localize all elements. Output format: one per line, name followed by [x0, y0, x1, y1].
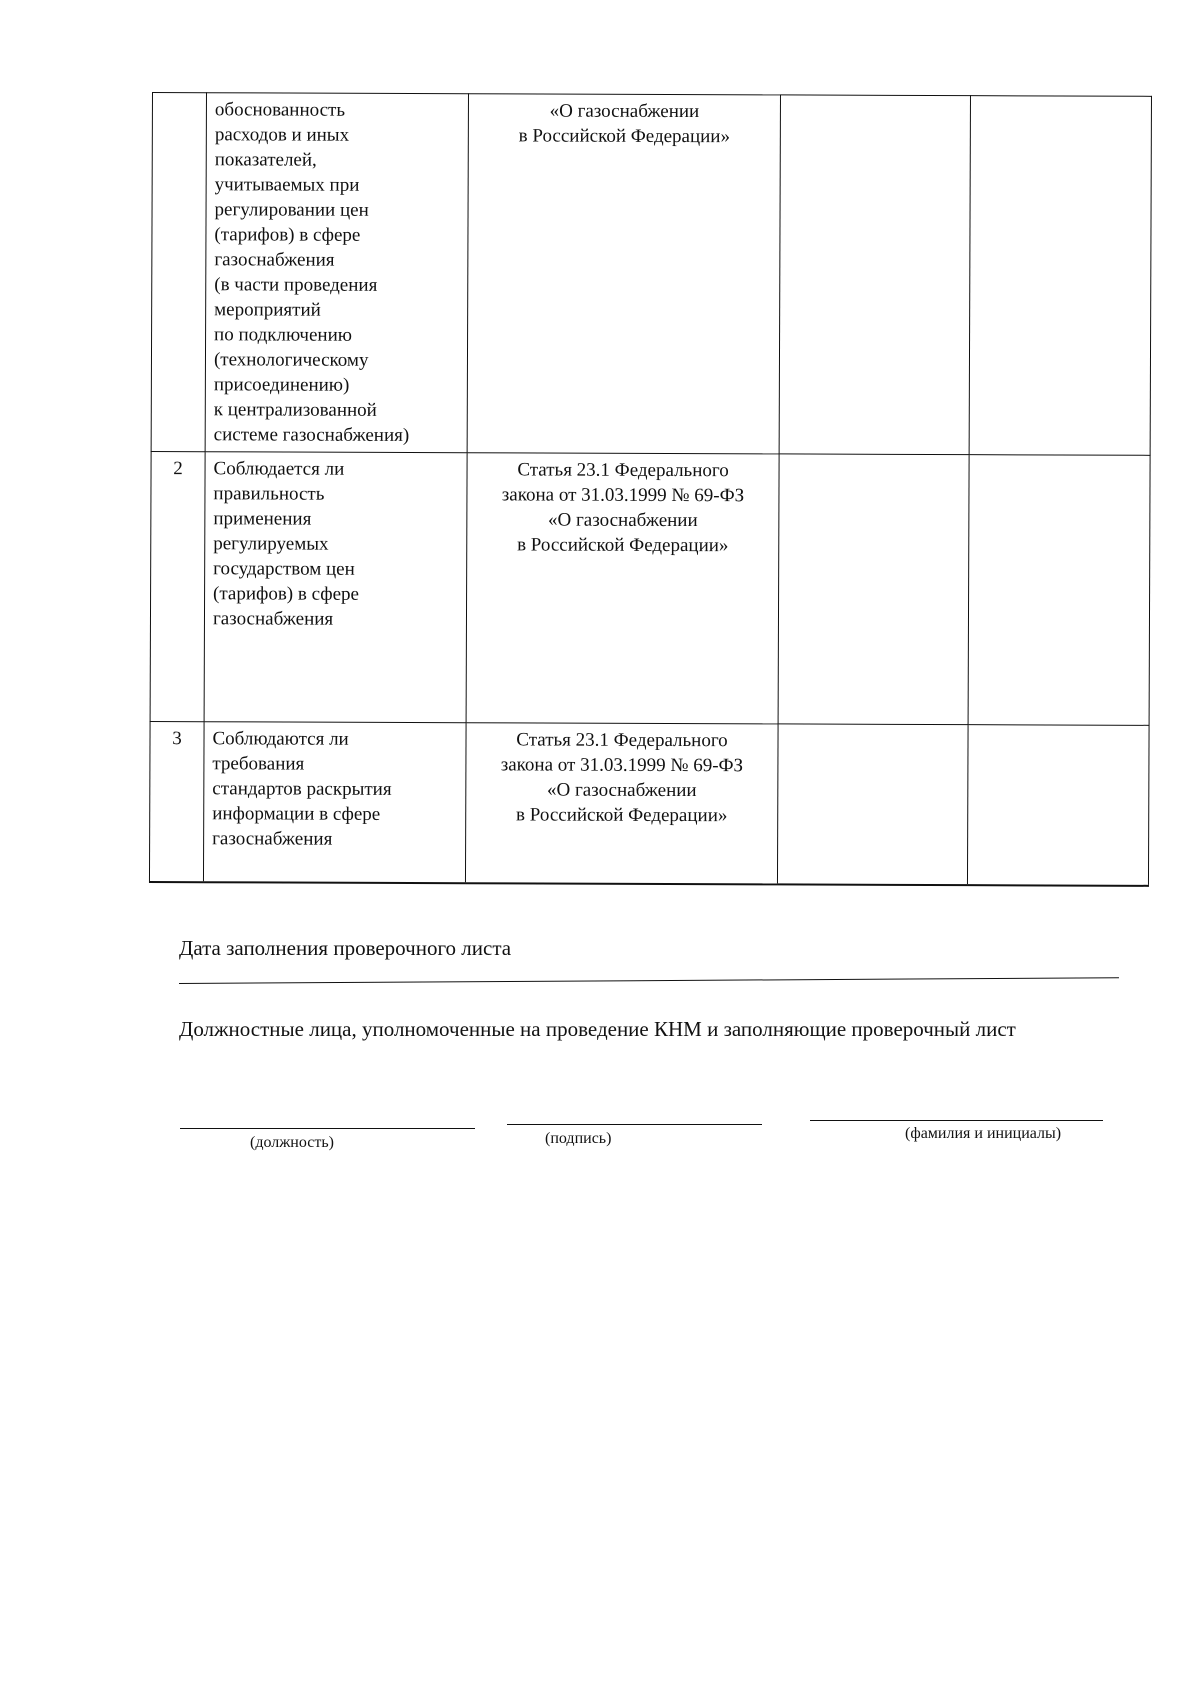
row-number-cell: [151, 93, 206, 452]
fill-date-label: Дата заполнения проверочного листа: [179, 936, 512, 960]
row-number-cell: 2: [150, 451, 205, 721]
position-line: [180, 1128, 475, 1129]
note-cell: [968, 455, 1150, 726]
name-line: [810, 1120, 1103, 1121]
officials-label: Должностные лица, уполномоченные на проведение КНМ и заполняющие проверочный лист: [179, 1017, 1016, 1041]
requirement-cell: обоснованность расходов и иных показателей, учитываемых при регулировании цен (тарифов) в сфере газоснабжения (в части проведения мероприятий по подключению (технологическому присоединению) к централизованной системе газоснабжения): [205, 93, 468, 453]
note-cell: [967, 725, 1149, 886]
signature-caption: (подпись): [545, 1130, 612, 1147]
requirement-cell: Соблюдаются ли требования стандартов раскрытия информации в сфере газоснабжения: [203, 722, 466, 883]
position-caption: (должность): [250, 1134, 334, 1151]
row-number-cell: 3: [149, 721, 204, 881]
table-row: [149, 721, 1149, 885]
signature-line: [507, 1124, 762, 1125]
checklist-table: [149, 92, 1152, 886]
note-cell: [969, 96, 1151, 456]
fill-date-line: [179, 977, 1119, 984]
answer-cell: [777, 724, 968, 885]
legal-reference-cell: «О газоснабжении в Российской Федерации»: [467, 94, 780, 454]
answer-cell: [778, 454, 969, 725]
table-row: [151, 93, 1151, 456]
answer-cell: [779, 95, 970, 455]
requirement-cell: Соблюдается ли правильность применения регулируемых государством цен (тарифов) в сфере газоснабжения: [204, 452, 467, 723]
table-row: [150, 451, 1150, 725]
legal-reference-cell: Статья 23.1 Федерального закона от 31.03.1999 № 69-ФЗ «О газоснабжении в Российской Федерации»: [466, 453, 779, 724]
name-caption: (фамилия и инициалы): [905, 1125, 1062, 1142]
legal-reference-cell: Статья 23.1 Федерального закона от 31.03.1999 № 69-ФЗ «О газоснабжении в Российской Федерации»: [465, 723, 778, 884]
